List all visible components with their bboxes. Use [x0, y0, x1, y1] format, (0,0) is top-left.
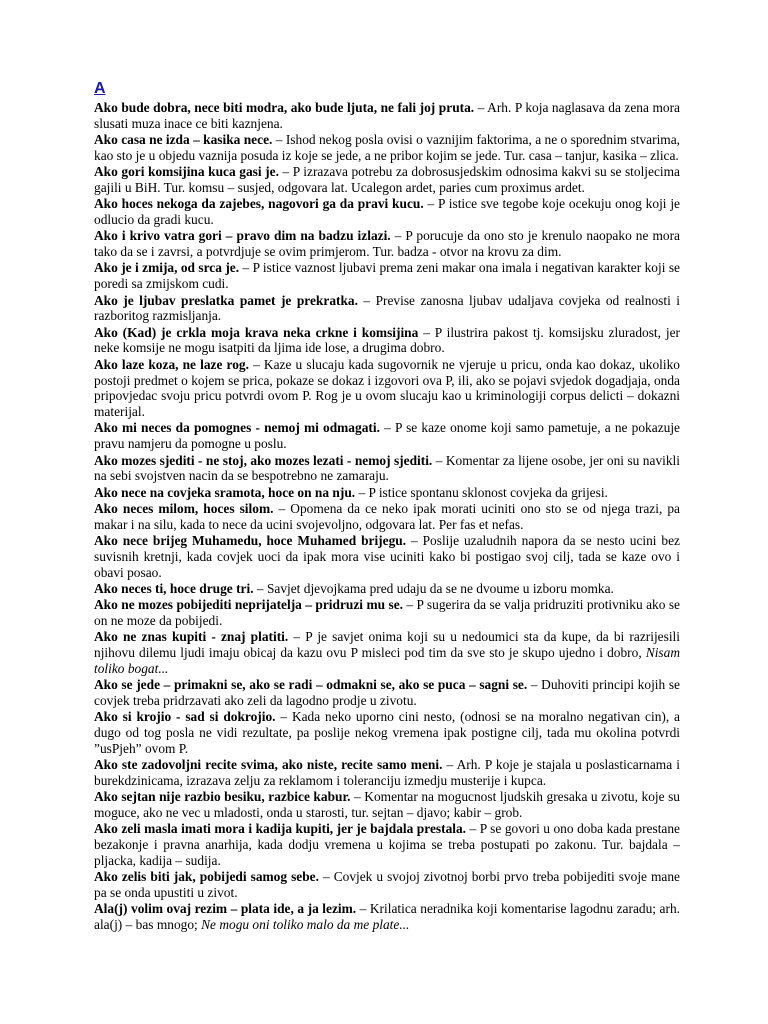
proverb-explanation: – Covjek u svojoj zivotnoj borbi prvo treba pobijediti svoje mane pa se onda upustiti u zivot. — [94, 869, 680, 901]
proverb-explanation: – P je savjet onima koji su u nedoumici sta da kupe, da bi razrijesili njihovu dilemu ljudi imaju obicaj da kazu ovu P misleci pod tim da sve sto je skupo ujedno i dobro, — [94, 629, 680, 661]
proverb-entry — [94, 132, 680, 164]
proverb-term: Ako je ljubav preslatka pamet je prekratka. — [94, 292, 358, 308]
proverb-term: Ako bude dobra, nece biti modra, ako bude ljuta, ne fali joj pruta. — [94, 100, 475, 115]
proverb-explanation: – Krilatica neradnika koji komentarise lagodnu zaradu; arh. ala(j) – bas mnogo; — [94, 901, 680, 933]
proverb-explanation: – Arh. P koja naglasava da zena mora slusati muza inace ce biti kaznjena. — [94, 100, 680, 131]
proverb-term: Ako i krivo vatra gori – pravo dim na badzu izlazi. — [94, 228, 391, 244]
proverb-entry — [94, 629, 680, 676]
proverb-entry — [94, 789, 680, 821]
proverb-explanation: – Kada neko uporno cini nesto, (odnosi se na moralno negativan cin), a dugo od tog posla ne vidi rezultate, pa poslije nekog vremena ipak postigne cilj, tada mu okolina potvrdi ”usPjeh” ovom P. — [94, 709, 680, 756]
proverb-term: Ako laze koza, ne laze rog. — [94, 356, 249, 372]
proverb-term: Ako mozes sjediti - ne stoj, ako mozes lezati - nemoj sjediti. — [94, 452, 433, 468]
proverb-entry — [94, 164, 680, 196]
proverb-term: Ako nece na covjeka sramota, hoce on na nju. — [94, 484, 356, 500]
proverb-explanation: – P ilustrira pakost tj. komsijsku zluradost, jer neke komsije ne mogu isatpiti da ljima ide lose, a drugima dobro. — [94, 324, 680, 356]
proverb-explanation: – Duhoviti principi kojih se covjek treba pridrzavati ako zeli da lagodno prodje u zivotu. — [94, 677, 680, 708]
proverb-explanation: – P istice vaznost ljubavi prema zeni makar ona imala i negativan karakter koji se poredi sa zmijskom cudi. — [94, 260, 680, 292]
proverb-entry — [94, 821, 680, 868]
proverb-entry — [94, 757, 680, 789]
proverb-entry — [94, 581, 680, 597]
proverb-term: Ako si krojio - sad si dokrojio. — [94, 709, 276, 725]
proverb-entry — [94, 453, 680, 485]
proverb-explanation: – P se govori u ono doba kada prestane bezakonje i pravna anarhija, kada dodju vremena u kojima se treba postupati po zakonu. Tur. bajdala – pljacka, kadija – sudija. — [94, 821, 680, 868]
proverb-explanation: – Savjet djevojkama pred udaju da se ne dvoume u izboru momka. — [253, 580, 614, 596]
proverb-explanation: – P se kaze onome koji samo pametuje, a ne pokazuje pravu namjeru da pomogne u poslu. — [94, 420, 680, 452]
proverb-italic-note: Nisam toliko bogat... — [94, 645, 680, 676]
proverb-explanation: – P istice spontanu sklonost covjeka da grijesi. — [355, 484, 608, 500]
proverb-term: Ako zelis biti jak, pobijedi samog sebe. — [94, 869, 319, 885]
proverb-explanation: – Opomena da ce neko ipak morati uciniti ono sto se od njega trazi, pa makar i na silu, kada to nece da ucini svojevoljno, odgovara lat. Per fas et nefas. — [94, 500, 680, 532]
proverb-explanation: – Poslije uzaludnih napora da se nesto ucini bez suvisnih kretnji, kada covjek uoci da ipak mora vise uciniti kako bi postigao svoj cilj, tada se kaze ovo i obavi posao. — [94, 533, 681, 580]
proverb-explanation: – Arh. P koje je stajala u poslasticarnama i burekdzinicama, izrazava zelju za reklamom i toleranciju izmedju musterije i kupca. — [94, 757, 680, 788]
proverb-entry — [94, 357, 680, 420]
proverb-term: Ako (Kad) je crkla moja krava neka crkne i komsijina — [94, 324, 419, 340]
proverb-explanation: – P sugerira da se valja pridruziti protivniku ako se on ne moze da pobijedi. — [94, 597, 680, 628]
proverb-entry — [94, 677, 680, 709]
proverb-explanation: – P porucuje da ono sto je krenulo naopako ne mora tako da se i zavrsi, a potvrdjuje se ovim primjerom. Tur. badza - otvor na krovu za dim. — [94, 228, 680, 260]
proverb-term: Ako ste zadovoljni recite svima, ako niste, recite samo meni. — [94, 757, 443, 773]
proverb-explanation: – Komentar za lijene osobe, jer oni su navikli na sebi svojstven nacin da se bespotrebno ne zamaraju. — [94, 452, 680, 484]
proverb-term: Ako neces ti, hoce druge tri. — [94, 580, 254, 596]
section-heading-letter[interactable]: A — [94, 80, 106, 97]
proverb-term: Ako je i zmija, od srca je. — [94, 260, 240, 276]
proverb-explanation: – P istice sve tegobe koje ocekuju onog koji je odlucio da gradi kucu. — [94, 196, 680, 228]
proverb-entry — [94, 293, 680, 325]
proverb-term: Ako se jede – primakni se, ako se radi – odmakni se, ako se puca – sagni se. — [94, 677, 528, 693]
proverb-term: Ako casa ne izda – kasika nece. — [94, 132, 273, 148]
proverb-entry — [94, 196, 680, 228]
proverb-term: Ako ne mozes pobijediti neprijatelja – pridruzi mu se. — [94, 597, 403, 613]
proverb-term: Ako gori komsijina kuca gasi je. — [94, 164, 279, 180]
proverb-entry — [94, 901, 680, 933]
proverb-list — [94, 100, 680, 933]
proverb-term: Ala(j) volim ovaj rezim – plata ide, a ja lezim. — [94, 901, 357, 917]
proverb-explanation: – P izrazava potrebu za dobrosusjedskim odnosima kakvi su se stoljecima gajili u BiH. Tur. komsu – susjed, odgovara lat. Ucalegon ardet, paries cum proximus ardet. — [94, 164, 680, 195]
proverb-explanation: – Komentar na mogucnost ljudskih gresaka u zivotu, koje su moguce, ako ne vec u mladosti, onda u starosti, tur. sejtan – djavo; kabir – grob. — [94, 789, 680, 821]
proverb-term: Ako nece brijeg Muhamedu, hoce Muhamed brijegu. — [94, 533, 407, 549]
proverb-term: Ako ne znas kupiti - znaj platiti. — [94, 629, 289, 645]
proverb-entry — [94, 100, 680, 132]
proverb-explanation: – Kaze u slucaju kada sugovornik ne vjeruje u pricu, onda kao dokaz, ukoliko postoji predmet o kojem se prica, pokaze se dokaz i izgovori ova P, ili, ako se pojavi svjedok dogadjaja, onda pripovjedac svoju pricu potvrdi ovom P. Rog je u ovom slucaju kao u kriminologiji corpus delicti – dokazni materijal. — [94, 356, 680, 420]
proverb-entry — [94, 533, 680, 580]
proverb-entry — [94, 420, 680, 452]
proverb-entry — [94, 869, 680, 901]
proverb-term: Ako zeli masla imati mora i kadija kupiti, jer je bajdala prestala. — [94, 821, 467, 837]
proverb-explanation: – Ishod nekog posla ovisi o vaznijim faktorima, a ne o sporednim stvarima, kao sto je u objedu vaznija posuda iz koje se jede, a ne pribor kojim se jede. Tur. casa – tanjur, kasika – zlica. — [94, 132, 680, 163]
proverb-entry — [94, 501, 680, 533]
proverb-term: Ako mi neces da pomognes - nemoj mi odmagati. — [94, 420, 380, 436]
proverb-entry — [94, 325, 680, 357]
proverb-term: Ako neces milom, hoces silom. — [94, 500, 274, 516]
proverb-entry — [94, 228, 680, 260]
proverb-term: Ako hoces nekoga da zajebes, nagovori ga da pravi kucu. — [94, 196, 424, 212]
proverb-entry — [94, 597, 680, 629]
proverb-explanation: – Previse zanosna ljubav udaljava covjeka od realnosti i razboritog razmisljanja. — [94, 292, 680, 324]
proverb-italic-note: Ne mogu oni toliko malo da me plate... — [201, 917, 410, 933]
proverb-entry — [94, 485, 680, 501]
proverb-term: Ako sejtan nije razbio besiku, razbice kabur. — [94, 789, 351, 805]
proverb-entry — [94, 260, 680, 292]
proverb-entry — [94, 709, 680, 756]
